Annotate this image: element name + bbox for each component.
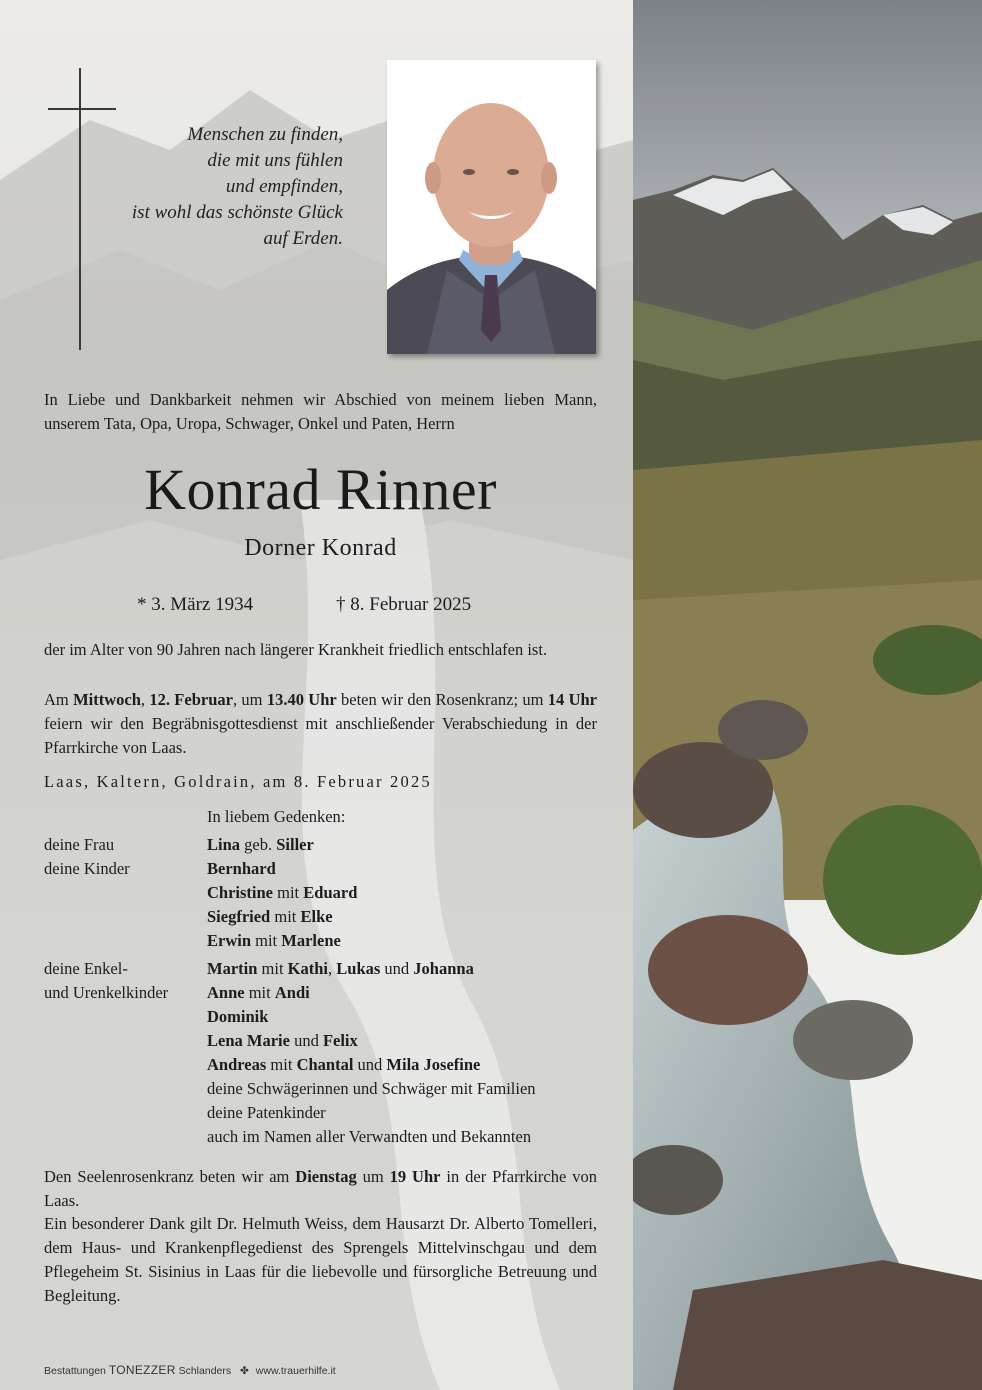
quote-line: Menschen zu finden, bbox=[187, 124, 343, 145]
deceased-nickname: Dorner Konrad bbox=[244, 535, 397, 561]
name: Siller bbox=[276, 835, 314, 854]
funeral-info bbox=[44, 688, 597, 760]
text: und bbox=[380, 959, 414, 978]
wife-name bbox=[207, 833, 607, 857]
relation-label: deine Frau bbox=[44, 835, 115, 854]
name: Felix bbox=[322, 1031, 358, 1050]
list-item: deine Schwägerinnen und Schwäger mit Familien bbox=[207, 1079, 536, 1098]
name: Anne bbox=[207, 983, 245, 1002]
name: Marlene bbox=[281, 931, 341, 950]
poem-quote bbox=[100, 122, 343, 252]
footer-url: www.trauerhilfe.it bbox=[255, 1365, 336, 1377]
deceased-name: Konrad Rinner bbox=[144, 457, 497, 522]
footer bbox=[44, 1363, 336, 1377]
name: Lena Marie bbox=[207, 1031, 290, 1050]
memory-heading: In liebem Gedenken: bbox=[207, 807, 346, 826]
name: Erwin bbox=[207, 931, 252, 950]
text: und bbox=[289, 1031, 323, 1050]
name: Johanna bbox=[413, 959, 474, 978]
relation-label bbox=[44, 957, 168, 1005]
text: mit bbox=[251, 931, 282, 950]
footer-brand: TONEZZER bbox=[108, 1363, 176, 1377]
list-item bbox=[207, 905, 607, 929]
list-item bbox=[207, 957, 607, 981]
list-item: auch im Namen aller Verwandten und Bekannten bbox=[207, 1127, 532, 1146]
footer-text: Schlanders bbox=[178, 1365, 232, 1377]
text: mit bbox=[257, 959, 288, 978]
grandchildren-list bbox=[207, 957, 607, 1149]
list-item bbox=[207, 857, 607, 881]
name: Kathi bbox=[287, 959, 329, 978]
text: und bbox=[353, 1055, 387, 1074]
intro-text: In Liebe und Dankbarkeit nehmen wir Abschied von meinem lieben Mann, unserem Tata, Opa, Uropa, Schwager, Onkel und Paten, Herrn bbox=[44, 390, 597, 433]
footer-text: Bestattungen bbox=[44, 1365, 106, 1377]
children-list bbox=[207, 857, 607, 953]
relation-label: deine Kinder bbox=[44, 859, 130, 878]
thanks-text: Ein besonderer Dank gilt Dr. Helmuth Weiss, dem Hausarzt Dr. Alberto Tomelleri, dem Haus- und Krankenpflegedienst des Sprengels Mittelvinschgau und dem Pflegeheim St. Sisinius in Laas für die liebevolle und fürsorgliche Betreuung und Begleitung. bbox=[44, 1214, 597, 1305]
name: Andreas bbox=[207, 1055, 267, 1074]
text: mit bbox=[270, 907, 301, 926]
text: um bbox=[356, 1167, 390, 1186]
text: , bbox=[328, 959, 337, 978]
text: mit bbox=[244, 983, 275, 1002]
name: Mila Josefine bbox=[386, 1055, 481, 1074]
name: Andi bbox=[274, 983, 310, 1002]
date: 12. Februar bbox=[149, 690, 233, 709]
time: 13.40 Uhr bbox=[266, 690, 337, 709]
quote-line: und empfinden, bbox=[225, 176, 343, 197]
quote-line: ist wohl das schönste Glück bbox=[131, 202, 343, 223]
list-item bbox=[207, 981, 607, 1005]
name: Dominik bbox=[207, 1007, 269, 1026]
list-item bbox=[207, 1029, 607, 1053]
name: Elke bbox=[300, 907, 333, 926]
evening-rosary bbox=[44, 1165, 597, 1213]
day: Mittwoch bbox=[73, 690, 141, 709]
death-date: † 8. Februar 2025 bbox=[336, 594, 472, 615]
text: beten wir den Rosenkranz; um bbox=[336, 690, 548, 709]
name: Martin bbox=[207, 959, 258, 978]
name: Lina bbox=[207, 835, 241, 854]
list-item bbox=[207, 1005, 607, 1029]
text: in der Pfarrkirche von Laas. bbox=[44, 1167, 597, 1210]
portrait-photo bbox=[387, 60, 596, 354]
list-item bbox=[207, 1053, 607, 1077]
text: geb. bbox=[240, 835, 277, 854]
birth-date: * 3. März 1934 bbox=[137, 594, 254, 615]
day: Dienstag bbox=[295, 1167, 357, 1186]
text: Am bbox=[44, 690, 74, 709]
text: Den Seelenrosenkranz beten wir am bbox=[44, 1167, 296, 1186]
time: 14 Uhr bbox=[547, 690, 598, 709]
name: Siegfried bbox=[207, 907, 271, 926]
dove-icon: ✤ bbox=[240, 1365, 249, 1377]
name: Bernhard bbox=[207, 859, 276, 878]
landscape-photo bbox=[633, 0, 982, 1390]
text: , um bbox=[232, 690, 267, 709]
list-item: deine Patenkinder bbox=[207, 1103, 326, 1122]
quote-line: die mit uns fühlen bbox=[207, 150, 343, 171]
place-date: Laas, Kaltern, Goldrain, am 8. Februar 2025 bbox=[44, 772, 432, 791]
name: Lukas bbox=[336, 959, 381, 978]
name: Eduard bbox=[303, 883, 358, 902]
text: feiern wir den Begräbnisgottesdienst mit anschließender Verabschiedung in der Pfarrkirche von Laas. bbox=[44, 714, 597, 757]
text: mit bbox=[266, 1055, 297, 1074]
name: Chantal bbox=[296, 1055, 354, 1074]
text: mit bbox=[273, 883, 304, 902]
list-item bbox=[207, 881, 607, 905]
label-line: und Urenkelkinder bbox=[44, 983, 169, 1002]
age-text: der im Alter von 90 Jahren nach längerer Krankheit friedlich entschlafen ist. bbox=[44, 640, 548, 659]
name: Christine bbox=[207, 883, 273, 902]
portrait-illustration bbox=[387, 60, 596, 354]
quote-line: auf Erden. bbox=[263, 228, 343, 249]
time: 19 Uhr bbox=[389, 1167, 441, 1186]
list-item bbox=[207, 929, 607, 953]
text: , bbox=[140, 690, 150, 709]
label-line: deine Enkel- bbox=[44, 959, 128, 978]
